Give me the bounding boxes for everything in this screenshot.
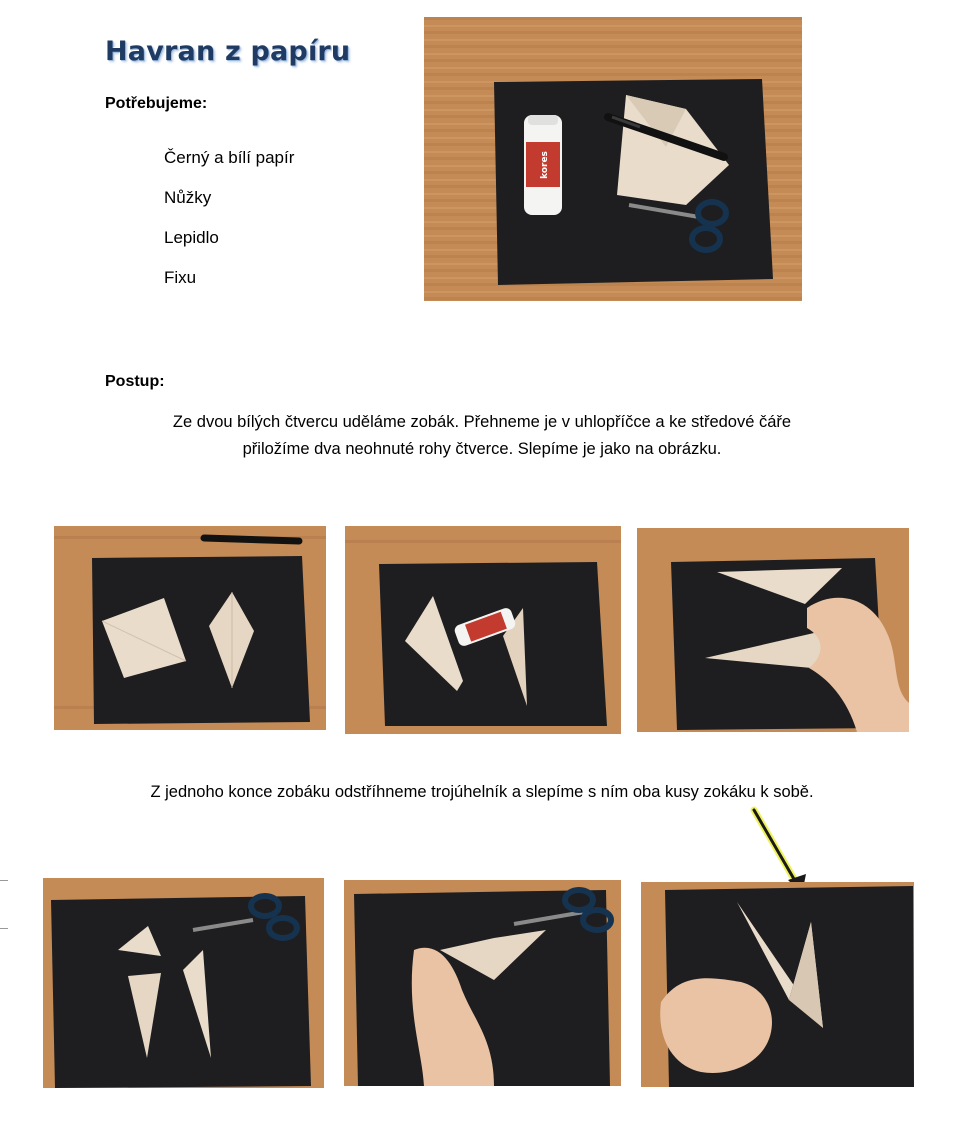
materials-heading: Potřebujeme: [105, 95, 208, 112]
finished-beak-photo [641, 882, 914, 1087]
cut-triangle-photo [43, 878, 324, 1088]
list-item: Lepidlo [164, 228, 219, 247]
materials-photo [424, 17, 802, 301]
glue-label: kores [540, 151, 550, 179]
list-item: Nůžky [164, 188, 212, 207]
glueing-beak-photo [345, 526, 621, 734]
list-item: Černý a bílí papír [164, 148, 295, 167]
step1-line2: přiložíme dva neohnuté rohy čtverce. Slepíme je jako na obrázku. [242, 440, 722, 458]
margin-mark [0, 880, 8, 881]
list-item: Fixu [164, 268, 197, 287]
page-title: Havran z papíru [105, 36, 351, 67]
margin-mark [0, 928, 8, 929]
folded-beaks-photo [637, 528, 909, 732]
materials-list [164, 146, 294, 306]
joined-beak-photo [344, 880, 621, 1086]
step1-line1: Ze dvou bílých čtvercu uděláme zobák. Přehneme je v uhlopříčce a ke středové čáře [172, 413, 792, 431]
procedure-heading: Postup: [105, 373, 165, 390]
step2-text: Z jednoho konce zobáku odstříhneme trojúhelník a slepíme s ním oba kusy zokáku k sobě. [150, 783, 814, 801]
beak-squares-photo [54, 526, 326, 730]
